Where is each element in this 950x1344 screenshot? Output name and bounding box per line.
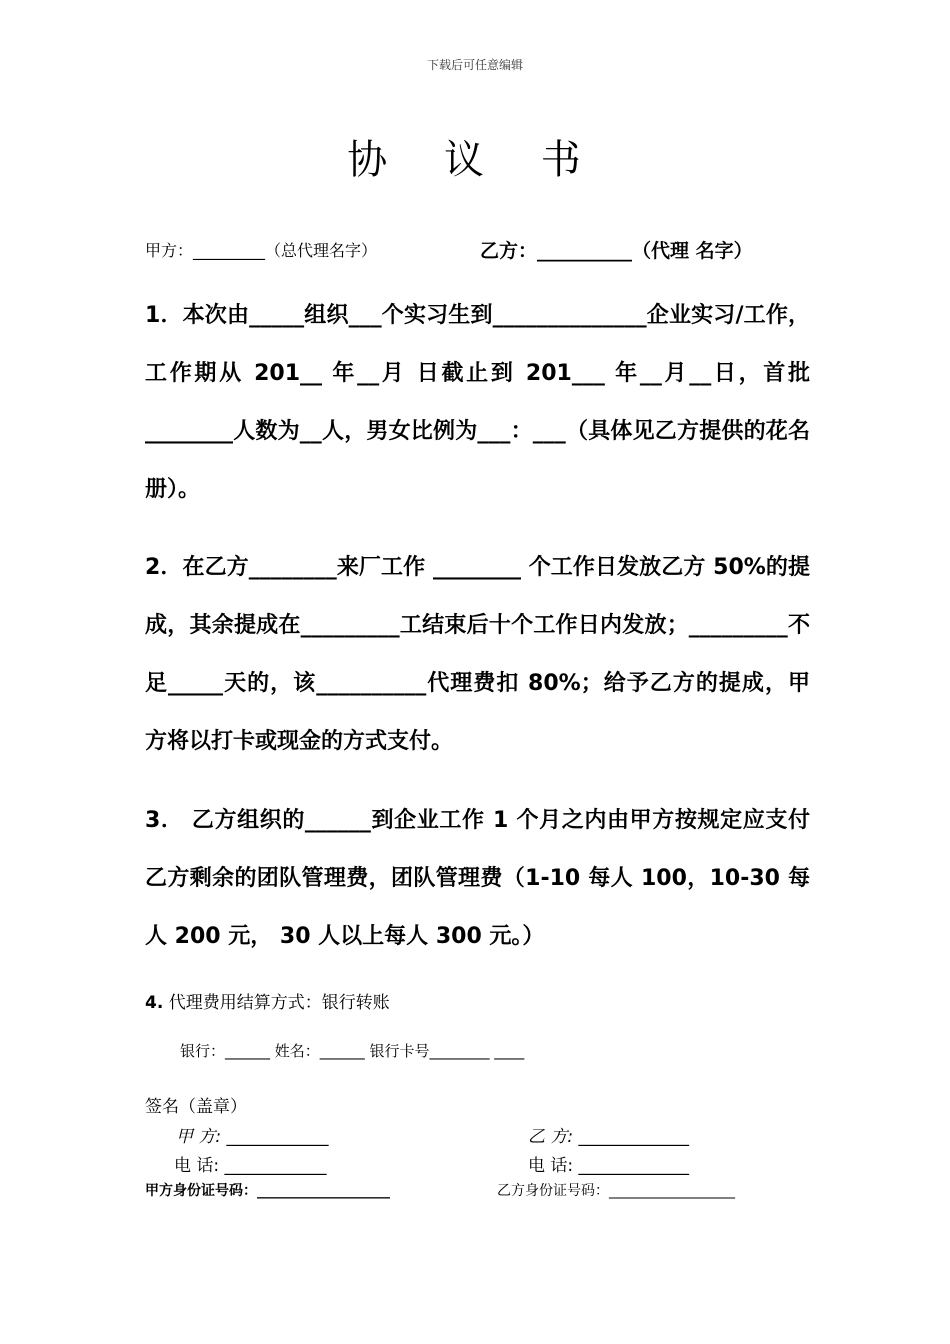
party-a-phone: 电 话: ____________	[174, 1156, 327, 1176]
party-a-id-number: 甲方身份证号码：___________________	[145, 1183, 390, 1199]
party-a-signature: 甲 方: ____________	[176, 1127, 329, 1147]
party-b-signature: 乙 方: _____________	[528, 1127, 690, 1147]
party-a-label: 甲方：_________（总代理名字）	[145, 241, 378, 260]
clause-1: 1．本次由_____组织___个实习生到______________企业实习/工作，工作期从 201__ 年__月 日截止到 201___ 年__月__日，首批________人数为__人，男女比例为___：___（具体见乙方提供的花名册）。	[145, 303, 810, 502]
party-b-id-number: 乙方身份证号码：__________________	[497, 1183, 735, 1199]
document-title: 协 议 书	[347, 137, 603, 183]
clause-4-text: 代理费用结算方式：银行转账	[163, 993, 390, 1013]
clause-3: 3． 乙方组织的______到企业工作 1 个月之内由甲方按规定应支付乙方剩余的团队管理费，团队管理费（1-10 每人 100，10-30 每人 200 元， 30 人以上每人 300 元。）	[145, 808, 810, 949]
signature-label: 签名（盖章）	[145, 1097, 247, 1117]
clause-4	[145, 988, 390, 1013]
clause-4-number: 4.	[145, 993, 164, 1013]
party-b-label: 乙方：__________（代理 名字）	[480, 240, 753, 262]
clause-2: 2．在乙方________来厂工作 ________ 个工作日发放乙方 50%的提成，其余提成在_________工结束后十个工作日内发放；_________不足_____天的，该__________代理费扣 80%；给予乙方的提成，甲方将以打卡或现金的方式支付。	[145, 555, 810, 754]
parties-line	[145, 238, 825, 261]
bank-info-line: 银行：______ 姓名：______ 银行卡号________ ____	[180, 1042, 525, 1060]
header-note: 下载后可任意编辑	[426, 58, 523, 72]
party-b-phone: 电 话: _____________	[528, 1156, 690, 1176]
